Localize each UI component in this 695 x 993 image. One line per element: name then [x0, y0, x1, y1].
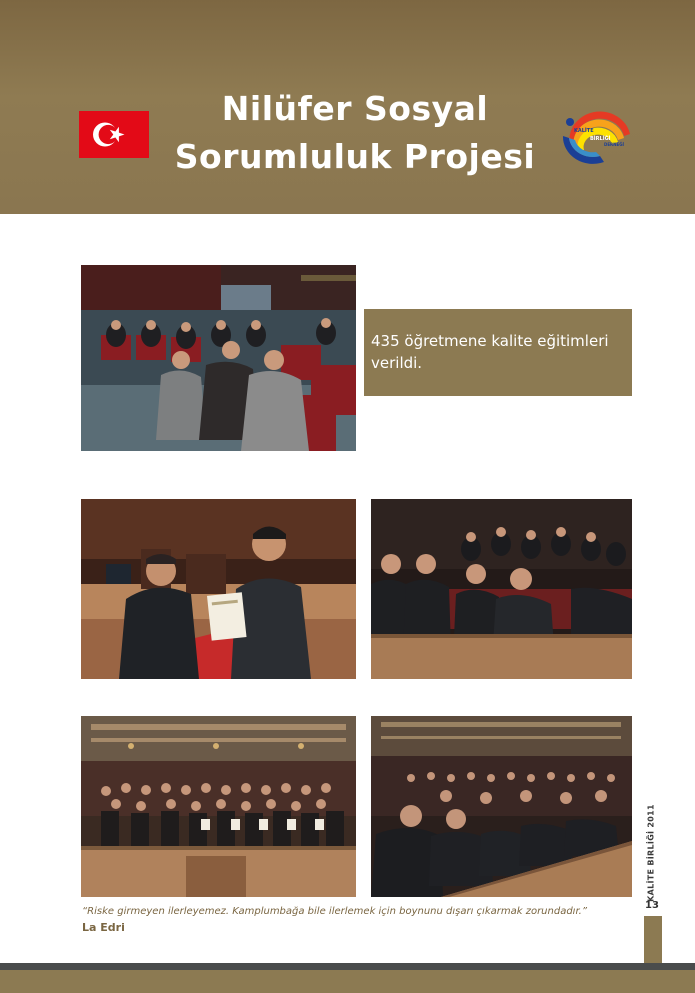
title-line-2: Sorumluluk Projesi	[174, 137, 536, 176]
title-line-1: Nilüfer Sosyal	[221, 89, 489, 128]
quote-text: “Riske girmeyen ilerleyemez. Kamplumbağa bile ilerlemek için boynunu dışarı çıkarmak zorundadır.”	[82, 906, 588, 917]
logo-text-3: DERNEĞİ	[604, 142, 624, 147]
photo-certificate-handover	[81, 499, 356, 679]
logo-text-1: KALİTE	[574, 128, 594, 134]
photo-audience-seated	[81, 265, 356, 451]
side-label-text: KALİTE BİRLİĞİ 2011	[646, 804, 656, 902]
turkish-flag-icon	[79, 111, 149, 158]
caption-box	[364, 309, 632, 396]
kalite-birligi-logo	[560, 106, 634, 164]
header-banner	[0, 0, 695, 214]
quote-author: La Edri	[82, 921, 125, 934]
footer-dark-band	[0, 963, 695, 970]
photo-front-row-officials	[371, 499, 632, 679]
photo-audience-rows	[371, 716, 632, 897]
footer-gold-band	[0, 970, 695, 993]
logo-text-2: BİRLİĞİ	[590, 136, 611, 142]
side-label	[641, 804, 661, 902]
photo-group-with-certificates	[81, 716, 356, 897]
page-number: 13	[645, 900, 659, 911]
side-accent-bar	[644, 916, 662, 964]
caption-text: 435 öğretmene kalite eğitimleri verildi.	[371, 332, 609, 372]
page-title	[150, 85, 560, 181]
